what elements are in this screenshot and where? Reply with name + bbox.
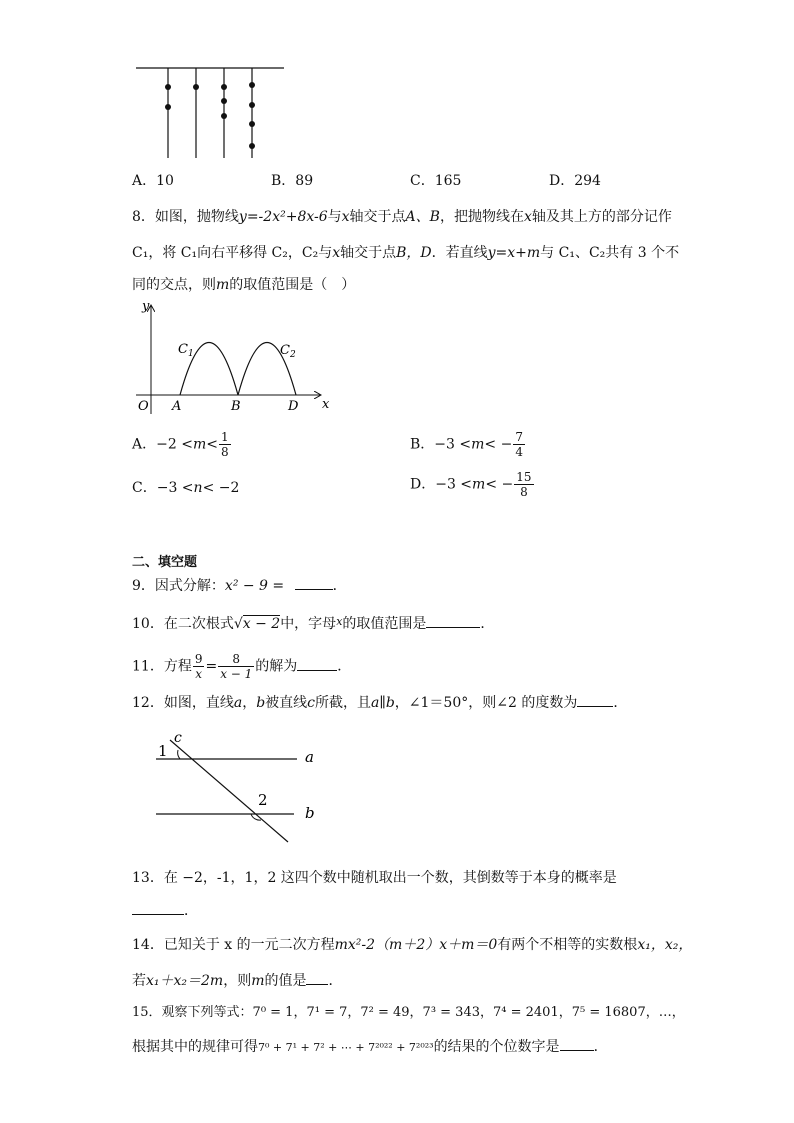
line-c bbox=[170, 740, 288, 842]
q14-line-1: 14．已知关于 x 的一元二次方程mx²-2（m＋2）x＋m＝0有两个不相等的实数根x₁，x₂， bbox=[132, 937, 693, 953]
answer-blank[interactable] bbox=[132, 900, 184, 915]
fraction: $\frac{8}{x - 1}$ bbox=[220, 652, 253, 681]
q8-line-2: C₁，将 C₁向右平移得 C₂，C₂与x轴交于点B，D．若直线y=x+m与 C₁、C₂共有 3 个不 bbox=[132, 245, 680, 261]
q8-option-d: D．−3 <m< − $\frac{15}{8}$ bbox=[410, 470, 532, 499]
label-c: c bbox=[174, 730, 182, 746]
angle-1-arc bbox=[178, 750, 180, 759]
bead bbox=[193, 84, 199, 90]
parabola-graph bbox=[130, 300, 340, 418]
abacus-figure bbox=[130, 60, 290, 160]
point-d-label: D bbox=[288, 399, 299, 414]
answer-blank[interactable] bbox=[297, 656, 337, 671]
q8-option-b: B．−3 <m< − $\frac{7}{4}$ bbox=[410, 430, 523, 459]
q15-line-1: 15．观察下列等式：7⁰ = 1，7¹ = 7，7² = 49，7³ = 343，7⁴ = 2401，7⁵ = 16807，…， bbox=[132, 1005, 685, 1020]
answer-blank[interactable] bbox=[306, 970, 328, 985]
y-axis-label: y bbox=[142, 300, 150, 314]
point-b-label: B bbox=[231, 399, 241, 414]
bead bbox=[221, 98, 227, 104]
q8-line-3: 同的交点，则m的取值范围是（ ） bbox=[132, 277, 356, 293]
q8-option-a: A．−2 <m< $\frac{1}{8}$ bbox=[132, 430, 229, 459]
answer-blank[interactable] bbox=[560, 1036, 594, 1051]
bead bbox=[249, 121, 255, 127]
fraction: $\frac{7}{4}$ bbox=[515, 430, 523, 459]
answer-blank[interactable] bbox=[295, 575, 333, 590]
fraction: $\frac{15}{8}$ bbox=[516, 470, 532, 499]
q10: 10．在二次根式√x − 2中，字母$^x$的取值范围是 ． bbox=[132, 615, 495, 632]
q11: 11．方程 $\frac{9}{x}$ = $\frac{8}{x - 1}$ 的解为 ． bbox=[132, 652, 352, 681]
answer-blank[interactable] bbox=[577, 692, 613, 707]
q8-option-c: C．−3 <n< −2 bbox=[132, 480, 240, 496]
radical-sign: √ bbox=[233, 616, 243, 632]
point-a-label: A bbox=[172, 399, 182, 414]
bead bbox=[165, 104, 171, 110]
label-b: b bbox=[305, 804, 315, 822]
origin-label: O bbox=[138, 399, 149, 414]
fraction: $\frac{9}{x}$ bbox=[194, 652, 203, 681]
q7-option-c: C．165 bbox=[410, 173, 462, 189]
parallel-lines-figure bbox=[150, 728, 330, 846]
answer-blank[interactable] bbox=[426, 613, 480, 628]
q8-line-1: 8．如图，抛物线y=-2x²+8x-6与x轴交于点A、B，把抛物线在x轴及其上方的部分记作 bbox=[132, 209, 672, 225]
q15-line-2: 根据其中的规律可得7⁰ + 7¹ + 7² + ⋯ + 7²⁰²² + 7²⁰²³的结果的个位数字是 ． bbox=[132, 1036, 608, 1058]
fraction: $\frac{1}{8}$ bbox=[220, 430, 229, 459]
label-angle-1: 1 bbox=[158, 742, 168, 760]
section-heading: 二、填空题 bbox=[132, 555, 198, 570]
c2-label: $C_2$ bbox=[280, 343, 296, 360]
bead bbox=[221, 113, 227, 119]
q13-line-1: 13．在 −2，-1，1，2 这四个数中随机取出一个数，其倒数等于本身的概率是 bbox=[132, 870, 617, 886]
bead bbox=[249, 143, 255, 149]
q7-option-d: D．294 bbox=[549, 173, 601, 189]
bead bbox=[249, 82, 255, 88]
label-a: a bbox=[305, 748, 314, 766]
q7-option-a: A．10 bbox=[132, 173, 174, 189]
c1-label: $C_1$ bbox=[178, 342, 194, 359]
x-axis-label: x bbox=[322, 397, 330, 412]
q7-option-b: B．89 bbox=[271, 173, 314, 189]
q12: 12．如图，直线a，b被直线c所截，且a∥b，∠1＝50°，则∠2 的度数为 ． bbox=[132, 692, 627, 713]
bead bbox=[221, 84, 227, 90]
label-angle-2: 2 bbox=[258, 791, 268, 809]
q14-line-2: 若x₁＋x₂＝2m，则m的值是 ． bbox=[132, 970, 342, 991]
q13-line-2: ． bbox=[132, 900, 198, 921]
q9: 9．因式分解：x² − 9 = ． bbox=[132, 575, 347, 596]
bead bbox=[249, 102, 255, 108]
bead bbox=[165, 84, 171, 90]
